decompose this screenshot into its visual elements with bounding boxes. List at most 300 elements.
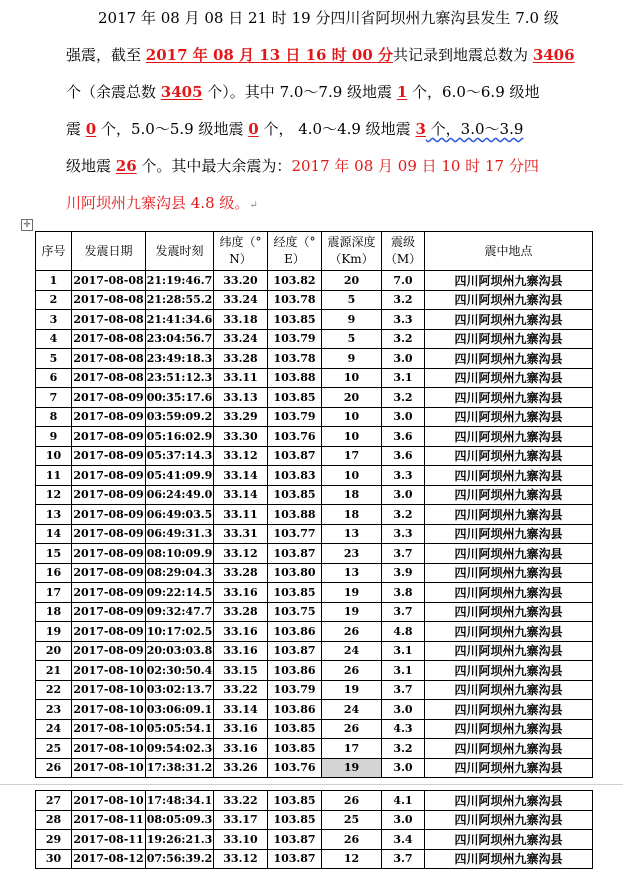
cell-depth[interactable]: 20 xyxy=(322,271,382,291)
cell-lat[interactable]: 33.16 xyxy=(214,622,268,642)
cell-lon[interactable]: 103.88 xyxy=(268,368,322,388)
move-handle-icon[interactable]: ✛ xyxy=(21,219,33,231)
cell-no[interactable]: 11 xyxy=(36,466,72,486)
cell-lon[interactable]: 103.86 xyxy=(268,661,322,681)
cell-lon[interactable]: 103.87 xyxy=(268,641,322,661)
cell-location[interactable]: 四川阿坝州九寨沟县 xyxy=(425,563,593,583)
cell-time[interactable]: 07:56:39.2 xyxy=(146,849,214,869)
max-aftershock-place: 川阿坝州九寨沟县 4.8 级。 xyxy=(66,194,250,212)
cell-lon[interactable]: 103.75 xyxy=(268,602,322,622)
cell-date[interactable]: 2017-08-09 xyxy=(72,524,146,544)
cell-lon[interactable]: 103.85 xyxy=(268,810,322,830)
cell-time[interactable]: 03:02:13.7 xyxy=(146,680,214,700)
cell-depth[interactable]: 17 xyxy=(322,446,382,466)
cell-no[interactable]: 8 xyxy=(36,407,72,427)
cell-lat[interactable]: 33.14 xyxy=(214,466,268,486)
cell-lon[interactable]: 103.77 xyxy=(268,524,322,544)
para-text: 共记录到地震总数为 xyxy=(393,46,533,64)
cutoff-time: 2017 年 08 月 13 日 16 时 00 分 xyxy=(145,46,394,64)
cell-lon[interactable]: 103.86 xyxy=(268,700,322,720)
cell-lat[interactable]: 33.28 xyxy=(214,602,268,622)
cell-date[interactable]: 2017-08-09 xyxy=(72,485,146,505)
cell-location[interactable]: 四川阿坝州九寨沟县 xyxy=(425,758,593,778)
cell-mag[interactable]: 3.3 xyxy=(382,524,425,544)
cell-depth[interactable]: 9 xyxy=(322,310,382,330)
cell-lat[interactable]: 33.26 xyxy=(214,758,268,778)
cell-mag[interactable]: 4.3 xyxy=(382,719,425,739)
cell-location[interactable]: 四川阿坝州九寨沟县 xyxy=(425,849,593,869)
cell-no[interactable]: 28 xyxy=(36,810,72,830)
table-row xyxy=(36,700,593,720)
table-row xyxy=(36,407,593,427)
cell-location[interactable]: 四川阿坝州九寨沟县 xyxy=(425,719,593,739)
cell-mag[interactable]: 3.0 xyxy=(382,810,425,830)
cell-lon[interactable]: 103.85 xyxy=(268,388,322,408)
para-line-4 xyxy=(66,111,566,148)
cell-no[interactable]: 30 xyxy=(36,849,72,869)
cell-depth[interactable]: 18 xyxy=(322,485,382,505)
table-row xyxy=(36,446,593,466)
cell-time[interactable]: 05:37:14.3 xyxy=(146,446,214,466)
cell-lat[interactable]: 33.14 xyxy=(214,700,268,720)
para-line-1 xyxy=(66,0,566,37)
cell-no[interactable]: 16 xyxy=(36,563,72,583)
cell-mag[interactable]: 7.0 xyxy=(382,271,425,291)
cell-location[interactable]: 四川阿坝州九寨沟县 xyxy=(425,329,593,349)
cell-lon[interactable]: 103.87 xyxy=(268,830,322,850)
cell-no[interactable]: 3 xyxy=(36,310,72,330)
cell-lat[interactable]: 33.11 xyxy=(214,368,268,388)
cell-mag[interactable]: 3.1 xyxy=(382,661,425,681)
cell-date[interactable]: 2017-08-09 xyxy=(72,427,146,447)
cell-depth[interactable]: 10 xyxy=(322,466,382,486)
cell-lon[interactable]: 103.88 xyxy=(268,505,322,525)
cell-date[interactable]: 2017-08-10 xyxy=(72,700,146,720)
cell-depth[interactable]: 26 xyxy=(322,622,382,642)
cell-lon[interactable]: 103.79 xyxy=(268,329,322,349)
table-row xyxy=(36,791,593,811)
cell-lon[interactable]: 103.85 xyxy=(268,310,322,330)
cell-date[interactable]: 2017-08-09 xyxy=(72,505,146,525)
col-header-lat: 纬度（° N） xyxy=(214,232,268,271)
cell-date[interactable]: 2017-08-08 xyxy=(72,271,146,291)
cell-depth[interactable]: 19 xyxy=(322,680,382,700)
cell-location[interactable]: 四川阿坝州九寨沟县 xyxy=(425,388,593,408)
col-header-depth: 震源深度（Km） xyxy=(322,232,382,271)
count-m5: 0 xyxy=(248,120,259,138)
cell-location[interactable]: 四川阿坝州九寨沟县 xyxy=(425,830,593,850)
table-header-row xyxy=(36,232,593,271)
para-text: 个。其中最大余震为： xyxy=(136,157,292,175)
col-header-no: 序号 xyxy=(36,232,72,271)
cell-no[interactable]: 7 xyxy=(36,388,72,408)
table-row xyxy=(36,485,593,505)
cell-depth[interactable]: 12 xyxy=(322,849,382,869)
cell-no[interactable]: 20 xyxy=(36,641,72,661)
cell-mag[interactable]: 3.1 xyxy=(382,368,425,388)
cell-location[interactable]: 四川阿坝州九寨沟县 xyxy=(425,680,593,700)
para-text: 震 xyxy=(66,120,86,138)
cell-date[interactable]: 2017-08-11 xyxy=(72,810,146,830)
cell-lon[interactable]: 103.85 xyxy=(268,739,322,759)
cell-date[interactable]: 2017-08-09 xyxy=(72,602,146,622)
cell-lon[interactable]: 103.87 xyxy=(268,544,322,564)
cell-mag[interactable]: 3.9 xyxy=(382,563,425,583)
cell-date[interactable]: 2017-08-09 xyxy=(72,388,146,408)
cell-lon[interactable]: 103.78 xyxy=(268,290,322,310)
cell-lon[interactable]: 103.76 xyxy=(268,758,322,778)
cell-lon[interactable]: 103.85 xyxy=(268,485,322,505)
cell-no[interactable]: 2 xyxy=(36,290,72,310)
aftershock-table-continued xyxy=(35,790,593,869)
cell-date[interactable]: 2017-08-09 xyxy=(72,622,146,642)
cell-no[interactable]: 14 xyxy=(36,524,72,544)
cell-location[interactable]: 四川阿坝州九寨沟县 xyxy=(425,485,593,505)
cell-lon[interactable]: 103.87 xyxy=(268,849,322,869)
page-break-line xyxy=(0,784,623,785)
cell-lat[interactable]: 33.31 xyxy=(214,524,268,544)
cell-location[interactable]: 四川阿坝州九寨沟县 xyxy=(425,524,593,544)
table-row xyxy=(36,524,593,544)
summary-paragraph xyxy=(66,0,575,222)
cell-mag[interactable]: 3.8 xyxy=(382,583,425,603)
cell-time[interactable]: 03:59:09.2 xyxy=(146,407,214,427)
cell-lat[interactable]: 33.17 xyxy=(214,810,268,830)
cell-mag[interactable]: 3.2 xyxy=(382,388,425,408)
table-row xyxy=(36,602,593,622)
cell-time[interactable]: 09:22:14.5 xyxy=(146,583,214,603)
cell-no[interactable]: 10 xyxy=(36,446,72,466)
cell-time[interactable]: 21:41:34.6 xyxy=(146,310,214,330)
cell-lon[interactable]: 103.85 xyxy=(268,583,322,603)
cell-time[interactable]: 08:05:09.3 xyxy=(146,810,214,830)
cell-lat[interactable]: 33.18 xyxy=(214,310,268,330)
cell-time[interactable]: 23:04:56.7 xyxy=(146,329,214,349)
table-row xyxy=(36,563,593,583)
cell-mag[interactable]: 3.2 xyxy=(382,329,425,349)
cell-no[interactable]: 17 xyxy=(36,583,72,603)
cell-depth[interactable]: 26 xyxy=(322,661,382,681)
cell-depth[interactable]: 23 xyxy=(322,544,382,564)
cell-location[interactable]: 四川阿坝州九寨沟县 xyxy=(425,810,593,830)
cell-date[interactable]: 2017-08-09 xyxy=(72,446,146,466)
cell-mag[interactable]: 3.0 xyxy=(382,700,425,720)
cell-lat[interactable]: 33.12 xyxy=(214,849,268,869)
count-m3: 26 xyxy=(115,157,137,175)
cell-lon[interactable]: 103.85 xyxy=(268,719,322,739)
cell-lat[interactable]: 33.13 xyxy=(214,388,268,408)
cell-location[interactable]: 四川阿坝州九寨沟县 xyxy=(425,622,593,642)
cell-time[interactable]: 08:10:09.9 xyxy=(146,544,214,564)
cell-location[interactable]: 四川阿坝州九寨沟县 xyxy=(425,466,593,486)
cell-depth[interactable]: 13 xyxy=(322,563,382,583)
cell-lat[interactable]: 33.28 xyxy=(214,563,268,583)
cell-location[interactable]: 四川阿坝州九寨沟县 xyxy=(425,602,593,622)
cell-date[interactable]: 2017-08-10 xyxy=(72,661,146,681)
table-row xyxy=(36,466,593,486)
para-text: 2017 年 08 月 08 日 21 时 19 分四川省阿坝州九寨沟县发生 7.0 级 xyxy=(98,9,559,27)
para-line-3 xyxy=(66,74,566,111)
cell-no[interactable]: 5 xyxy=(36,349,72,369)
cell-time[interactable]: 00:35:17.6 xyxy=(146,388,214,408)
cell-lat[interactable]: 33.24 xyxy=(214,290,268,310)
cell-location[interactable]: 四川阿坝州九寨沟县 xyxy=(425,583,593,603)
cell-no[interactable]: 9 xyxy=(36,427,72,447)
max-aftershock-time: 2017 年 08 月 09 日 10 时 17 分四 xyxy=(291,157,539,175)
cell-date[interactable]: 2017-08-09 xyxy=(72,407,146,427)
cell-no[interactable]: 15 xyxy=(36,544,72,564)
table-row xyxy=(36,641,593,661)
cell-mag[interactable]: 3.0 xyxy=(382,349,425,369)
cell-no[interactable]: 18 xyxy=(36,602,72,622)
cell-lat[interactable]: 33.14 xyxy=(214,485,268,505)
cell-mag[interactable]: 3.2 xyxy=(382,505,425,525)
cell-mag[interactable]: 3.6 xyxy=(382,446,425,466)
table-row xyxy=(36,849,593,869)
cell-time[interactable]: 09:54:02.3 xyxy=(146,739,214,759)
cell-depth[interactable]: 19 xyxy=(322,583,382,603)
cell-time[interactable]: 06:49:03.5 xyxy=(146,505,214,525)
cell-lat[interactable]: 33.24 xyxy=(214,329,268,349)
cell-lat[interactable]: 33.16 xyxy=(214,583,268,603)
cell-no[interactable]: 22 xyxy=(36,680,72,700)
table-row xyxy=(36,329,593,349)
cell-date[interactable]: 2017-08-08 xyxy=(72,329,146,349)
count-m7: 1 xyxy=(396,83,408,101)
cell-date[interactable]: 2017-08-10 xyxy=(72,791,146,811)
count-m4: 3 xyxy=(415,120,426,138)
cell-location[interactable]: 四川阿坝州九寨沟县 xyxy=(425,349,593,369)
cell-depth[interactable]: 19 xyxy=(322,602,382,622)
cell-depth[interactable]: 24 xyxy=(322,641,382,661)
cell-lat[interactable]: 33.11 xyxy=(214,505,268,525)
cell-mag[interactable]: 3.0 xyxy=(382,758,425,778)
cell-time[interactable]: 05:16:02.9 xyxy=(146,427,214,447)
cell-lon[interactable]: 103.79 xyxy=(268,407,322,427)
cell-location[interactable]: 四川阿坝州九寨沟县 xyxy=(425,427,593,447)
cell-time[interactable]: 05:41:09.9 xyxy=(146,466,214,486)
para-text: 个，5.0～5.9 级地震 xyxy=(96,120,249,138)
cell-mag[interactable]: 3.0 xyxy=(382,485,425,505)
cell-location[interactable]: 四川阿坝州九寨沟县 xyxy=(425,700,593,720)
cell-depth[interactable]: 26 xyxy=(322,830,382,850)
cell-location[interactable]: 四川阿坝州九寨沟县 xyxy=(425,641,593,661)
cell-lat[interactable]: 33.16 xyxy=(214,641,268,661)
cell-lon[interactable]: 103.82 xyxy=(268,271,322,291)
table-row xyxy=(36,739,593,759)
table-row xyxy=(36,368,593,388)
cell-no[interactable]: 25 xyxy=(36,739,72,759)
cell-date[interactable]: 2017-08-08 xyxy=(72,290,146,310)
cell-lat[interactable]: 33.12 xyxy=(214,544,268,564)
cell-depth[interactable]: 9 xyxy=(322,349,382,369)
cell-lat[interactable]: 33.15 xyxy=(214,661,268,681)
cell-time[interactable]: 23:51:12.3 xyxy=(146,368,214,388)
cell-time[interactable]: 09:32:47.7 xyxy=(146,602,214,622)
cell-depth[interactable]: 5 xyxy=(322,290,382,310)
cell-date[interactable]: 2017-08-08 xyxy=(72,349,146,369)
cell-location[interactable]: 四川阿坝州九寨沟县 xyxy=(425,407,593,427)
cell-mag[interactable]: 3.0 xyxy=(382,407,425,427)
cell-date[interactable]: 2017-08-12 xyxy=(72,849,146,869)
cell-lat[interactable]: 33.10 xyxy=(214,830,268,850)
cell-no[interactable]: 24 xyxy=(36,719,72,739)
cell-location[interactable]: 四川阿坝州九寨沟县 xyxy=(425,739,593,759)
table-row xyxy=(36,810,593,830)
cell-mag[interactable]: 3.2 xyxy=(382,739,425,759)
cell-lat[interactable]: 33.16 xyxy=(214,739,268,759)
cell-depth[interactable]: 10 xyxy=(322,427,382,447)
cell-lon[interactable]: 103.78 xyxy=(268,349,322,369)
cell-date[interactable]: 2017-08-08 xyxy=(72,368,146,388)
cell-lat[interactable]: 33.22 xyxy=(214,680,268,700)
cell-no[interactable]: 29 xyxy=(36,830,72,850)
cell-mag[interactable]: 3.4 xyxy=(382,830,425,850)
cell-mag[interactable]: 3.7 xyxy=(382,544,425,564)
cell-depth[interactable]: 10 xyxy=(322,368,382,388)
cell-lat[interactable]: 33.16 xyxy=(214,719,268,739)
cell-mag[interactable]: 3.2 xyxy=(382,290,425,310)
cell-time[interactable]: 06:49:31.3 xyxy=(146,524,214,544)
cell-lat[interactable]: 33.28 xyxy=(214,349,268,369)
cell-mag[interactable]: 4.1 xyxy=(382,791,425,811)
cell-date[interactable]: 2017-08-09 xyxy=(72,466,146,486)
cell-mag[interactable]: 3.7 xyxy=(382,602,425,622)
table-row xyxy=(36,622,593,642)
count-m6: 0 xyxy=(85,120,97,138)
cell-time[interactable]: 17:48:34.1 xyxy=(146,791,214,811)
para-text: 级地震 xyxy=(66,157,116,175)
cell-date[interactable]: 2017-08-10 xyxy=(72,680,146,700)
cell-location[interactable]: 四川阿坝州九寨沟县 xyxy=(425,544,593,564)
cell-no[interactable]: 23 xyxy=(36,700,72,720)
cell-date[interactable]: 2017-08-08 xyxy=(72,310,146,330)
cell-location[interactable]: 四川阿坝州九寨沟县 xyxy=(425,271,593,291)
cell-date[interactable]: 2017-08-11 xyxy=(72,830,146,850)
para-text: 个，3.0～3.9 xyxy=(425,120,524,138)
cell-lon[interactable]: 103.76 xyxy=(268,427,322,447)
cell-no[interactable]: 12 xyxy=(36,485,72,505)
cell-location[interactable]: 四川阿坝州九寨沟县 xyxy=(425,310,593,330)
cell-lat[interactable]: 33.30 xyxy=(214,427,268,447)
table-row xyxy=(36,427,593,447)
cell-depth[interactable]: 26 xyxy=(322,791,382,811)
cell-date[interactable]: 2017-08-09 xyxy=(72,641,146,661)
table-row xyxy=(36,505,593,525)
cell-lat[interactable]: 33.12 xyxy=(214,446,268,466)
cell-no[interactable]: 13 xyxy=(36,505,72,525)
cell-no[interactable]: 19 xyxy=(36,622,72,642)
cell-date[interactable]: 2017-08-10 xyxy=(72,719,146,739)
cell-no[interactable]: 1 xyxy=(36,271,72,291)
table-row xyxy=(36,310,593,330)
table-row xyxy=(36,719,593,739)
aftershock-table xyxy=(35,231,593,778)
cell-date[interactable]: 2017-08-10 xyxy=(72,758,146,778)
para-line-6 xyxy=(66,185,566,222)
cell-mag[interactable]: 3.3 xyxy=(382,466,425,486)
cell-lat[interactable]: 33.20 xyxy=(214,271,268,291)
cell-lon[interactable]: 103.79 xyxy=(268,680,322,700)
cell-depth[interactable]: 26 xyxy=(322,719,382,739)
total-count: 3406 xyxy=(532,46,575,64)
cell-location[interactable]: 四川阿坝州九寨沟县 xyxy=(425,446,593,466)
table-row xyxy=(36,349,593,369)
cell-time[interactable]: 05:05:54.1 xyxy=(146,719,214,739)
cell-mag[interactable]: 3.7 xyxy=(382,680,425,700)
cell-time[interactable]: 10:17:02.5 xyxy=(146,622,214,642)
cell-date[interactable]: 2017-08-09 xyxy=(72,583,146,603)
cell-lon[interactable]: 103.87 xyxy=(268,446,322,466)
table-row xyxy=(36,830,593,850)
cell-mag[interactable]: 3.1 xyxy=(382,641,425,661)
cell-no[interactable]: 27 xyxy=(36,791,72,811)
cell-lat[interactable]: 33.29 xyxy=(214,407,268,427)
col-header-mag: 震级（M） xyxy=(382,232,425,271)
cell-depth[interactable]: 5 xyxy=(322,329,382,349)
table-row xyxy=(36,388,593,408)
cell-depth[interactable]: 25 xyxy=(322,810,382,830)
cell-time[interactable]: 17:38:31.2 xyxy=(146,758,214,778)
cell-location[interactable]: 四川阿坝州九寨沟县 xyxy=(425,505,593,525)
cell-depth[interactable]: 18 xyxy=(322,505,382,525)
cell-mag[interactable]: 3.6 xyxy=(382,427,425,447)
cell-time[interactable]: 06:24:49.0 xyxy=(146,485,214,505)
cell-date[interactable]: 2017-08-09 xyxy=(72,563,146,583)
cell-mag[interactable]: 3.3 xyxy=(382,310,425,330)
cell-time[interactable]: 20:03:03.8 xyxy=(146,641,214,661)
cell-no[interactable]: 21 xyxy=(36,661,72,681)
cell-time[interactable]: 19:26:21.3 xyxy=(146,830,214,850)
cell-depth[interactable]: 10 xyxy=(322,407,382,427)
cell-time[interactable]: 08:29:04.3 xyxy=(146,563,214,583)
cell-no[interactable]: 4 xyxy=(36,329,72,349)
cell-time[interactable]: 02:30:50.4 xyxy=(146,661,214,681)
para-text: 个， 4.0～4.9 级地震 xyxy=(258,120,416,138)
cell-mag[interactable]: 3.7 xyxy=(382,849,425,869)
cell-no[interactable]: 6 xyxy=(36,368,72,388)
cell-time[interactable]: 03:06:09.1 xyxy=(146,700,214,720)
cell-lon[interactable]: 103.86 xyxy=(268,622,322,642)
cell-depth[interactable]: 17 xyxy=(322,739,382,759)
cell-date[interactable]: 2017-08-09 xyxy=(72,544,146,564)
cell-depth[interactable]: 20 xyxy=(322,388,382,408)
col-header-lon: 经度（° E） xyxy=(268,232,322,271)
cell-depth[interactable]: 24 xyxy=(322,700,382,720)
cell-date[interactable]: 2017-08-10 xyxy=(72,739,146,759)
table-row xyxy=(36,661,593,681)
para-text: 个）。其中 7.0～7.9 级地震 xyxy=(202,83,397,101)
cell-depth[interactable]: 13 xyxy=(322,524,382,544)
cell-lat[interactable]: 33.22 xyxy=(214,791,268,811)
cell-time[interactable]: 21:28:55.2 xyxy=(146,290,214,310)
cell-no[interactable]: 26 xyxy=(36,758,72,778)
cell-location[interactable]: 四川阿坝州九寨沟县 xyxy=(425,791,593,811)
cell-time[interactable]: 21:19:46.7 xyxy=(146,271,214,291)
table-row xyxy=(36,290,593,310)
col-header-time: 发震时刻 xyxy=(146,232,214,271)
cell-lon[interactable]: 103.83 xyxy=(268,466,322,486)
cell-location[interactable]: 四川阿坝州九寨沟县 xyxy=(425,368,593,388)
cell-mag[interactable]: 4.8 xyxy=(382,622,425,642)
cell-time[interactable]: 23:49:18.3 xyxy=(146,349,214,369)
cell-depth[interactable]: 19 xyxy=(322,758,382,778)
cell-lon[interactable]: 103.80 xyxy=(268,563,322,583)
cell-location[interactable]: 四川阿坝州九寨沟县 xyxy=(425,661,593,681)
aftershock-count: 3405 xyxy=(160,83,203,101)
cell-location[interactable]: 四川阿坝州九寨沟县 xyxy=(425,290,593,310)
cell-lon[interactable]: 103.85 xyxy=(268,791,322,811)
